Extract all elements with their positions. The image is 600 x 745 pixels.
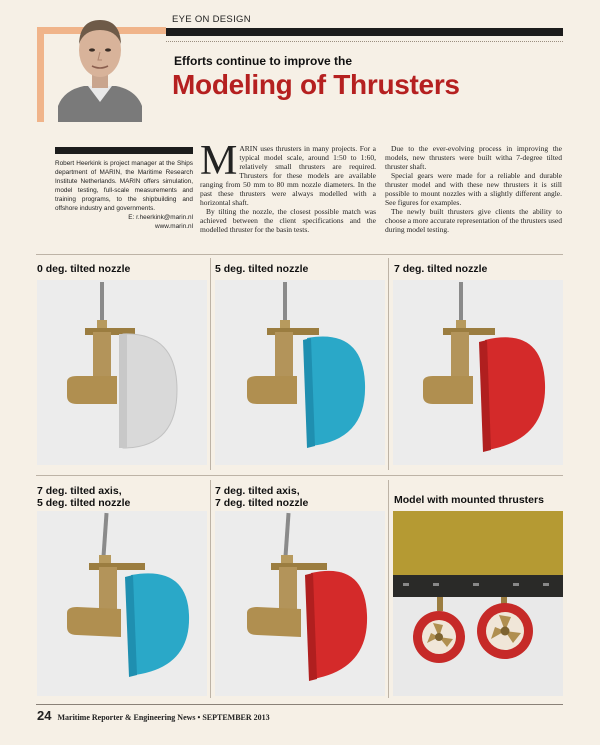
bio-text: Robert Heerkink is project manager at the Ships department of MARIN, the Maritime Research Institute Netherlands. MARIN offers simulation, model testing, full-scale measurements and training programs, to the shipbuilding and offshore industry and governments. (55, 160, 193, 212)
headline-kicker: Efforts continue to improve the (174, 54, 353, 68)
article-paragraph: By tilting the nozzle, the closest possible match was achieved between the client specifications and the modelled thruster for the basin tests. (200, 207, 376, 234)
thruster-photo-7deg (393, 280, 563, 465)
article-column-2 (385, 144, 562, 234)
page-number: 24 (37, 708, 52, 723)
thruster-photo-5deg (215, 280, 385, 465)
figure-caption: 0 deg. tilted nozzle (37, 263, 131, 275)
accent-bar-vertical (37, 27, 44, 122)
drop-cap: M (200, 138, 238, 184)
publication-name: Maritime Reporter & Engineering News (57, 713, 196, 722)
figure-caption-line: 7 deg. tilted axis, (37, 485, 122, 497)
column-divider (210, 258, 211, 470)
column-divider (388, 480, 389, 698)
headline: Modeling of Thrusters (172, 69, 460, 100)
section-divider (36, 475, 563, 476)
figure-caption: 7 deg. tilted nozzle (394, 263, 488, 275)
article-column-1 (200, 138, 376, 234)
author-bio (55, 147, 193, 231)
thruster-photo-0deg (37, 280, 207, 465)
figure-caption: 5 deg. tilted nozzle (215, 263, 309, 275)
header-dotted-rule (166, 41, 563, 42)
figure-caption-line: 7 deg. tilted axis, (215, 485, 300, 497)
bio-website: www.marin.nl (155, 223, 193, 230)
article-paragraph: Due to the ever-evolving process in improving the models, new thrusters were built witha 7-degree tilted thruster shaft. (385, 144, 562, 171)
author-portrait (50, 6, 150, 122)
column-divider (210, 480, 211, 698)
column-divider (388, 258, 389, 470)
bio-email: E: r.heerkink@marin.nl (128, 214, 193, 221)
header-rule (166, 28, 563, 36)
figure-caption-line: 5 deg. tilted nozzle (37, 497, 131, 509)
thruster-photo-7deg-axis-7deg-nozzle (215, 511, 385, 696)
figure-caption-line: 7 deg. tilted nozzle (215, 497, 309, 509)
footer-rule (36, 704, 563, 705)
section-label: EYE ON DESIGN (172, 14, 251, 25)
article-paragraph: The newly built thrusters give clients the ability to choose a more accurate representation of the thrusters used during model testing. (385, 207, 563, 234)
figure-caption (215, 485, 308, 509)
figure-caption (37, 485, 130, 509)
issue-date: • SEPTEMBER 2013 (197, 713, 270, 722)
figure-caption: Model with mounted thrusters (394, 494, 544, 506)
article-paragraph: Special gears were made for a reliable and durable thruster model and with these new thrusters it is still possible to mount nozzles with a slightly different angle. See figures for examples. (385, 171, 562, 207)
section-divider (36, 254, 563, 255)
page-footer (37, 708, 270, 723)
article-paragraph: ARIN uses thrusters in many projects. For a typical model scale, around 1:50 to 1:60, relatively small thrusters are required. Thrusters for these models are available ranging from 50 mm to 80 mm nozzle diameters. In the past these thrusters were always modelled with a horizontal shaft. (200, 144, 376, 207)
thruster-photo-7deg-axis-5deg-nozzle (37, 511, 207, 696)
model-with-mounted-thrusters-photo (393, 511, 563, 696)
